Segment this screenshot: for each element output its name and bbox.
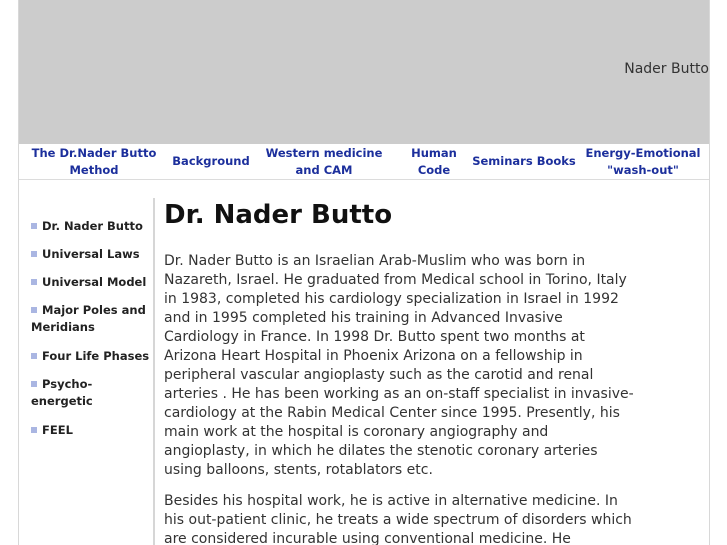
nav-item-method[interactable]: The Dr.Nader Butto Method [31, 145, 157, 177]
sidebar-item-major-poles[interactable]: Major Poles and Meridians [31, 303, 146, 334]
bullet-icon [31, 279, 37, 285]
banner-title: Nader Butto [624, 61, 709, 77]
sidebar-item-universal-laws[interactable]: Universal Laws [31, 246, 155, 263]
bullet-icon [31, 353, 37, 359]
nav-item-human-code[interactable]: Human Code [411, 145, 457, 177]
bullet-icon [31, 427, 37, 433]
bullet-icon [31, 251, 37, 257]
sidebar-item-four-life-phases[interactable]: Four Life Phases [31, 348, 155, 365]
page [18, 0, 710, 545]
bio-paragraph-2: Besides his hospital work, he is active in alternative medicine. In his out-patient clinic, he treats a wide spectrum of disorders which are considered incurable using conventional medicine. He [164, 493, 632, 545]
header-banner [19, 0, 709, 144]
sidebar-item-universal-model[interactable]: Universal Model [31, 274, 155, 291]
nav-item-western-medicine[interactable]: Western medicine and CAM [265, 145, 383, 177]
sidebar-item-psycho-energetic[interactable]: Psycho- energetic [31, 377, 93, 408]
top-navigation [19, 144, 709, 180]
main-content [164, 198, 634, 545]
nav-item-background[interactable]: Background [172, 154, 250, 168]
bullet-icon [31, 381, 37, 387]
sidebar [19, 198, 155, 545]
sidebar-item-dr-nader-butto[interactable]: Dr. Nader Butto [31, 218, 155, 235]
bullet-icon [31, 223, 37, 229]
sidebar-item-feel[interactable]: FEEL [31, 422, 155, 439]
nav-item-energy-emotional[interactable]: Energy-Emotional "wash-out" [585, 145, 701, 177]
nav-item-seminars-books[interactable]: Seminars Books [472, 154, 576, 168]
bullet-icon [31, 307, 37, 313]
bio-paragraph-1: Dr. Nader Butto is an Israelian Arab-Muslim who was born in Nazareth, Israel. He graduated from Medical school in Torino, Italy in 1983, completed his cardiology specialization in Israel in 1992 and in 1995 completed his training in Advanced Invasive Cardiology in France. In 1998 Dr. Butto spent two months at Arizona Heart Hospital in Phoenix Arizona on a fellowship in peripheral vascular angioplasty such as the carotid and renal arteries . He has been working as an on-staff specialist in invasive-cardiology at the Rabin Medical Center since 1995. Presently, his main work at the hospital is coronary angiography and angioplasty, in which he dilates the stenotic coronary arteries using balloons, stents, rotablators etc. [164, 253, 634, 478]
page-title: Dr. Nader Butto [164, 200, 393, 230]
